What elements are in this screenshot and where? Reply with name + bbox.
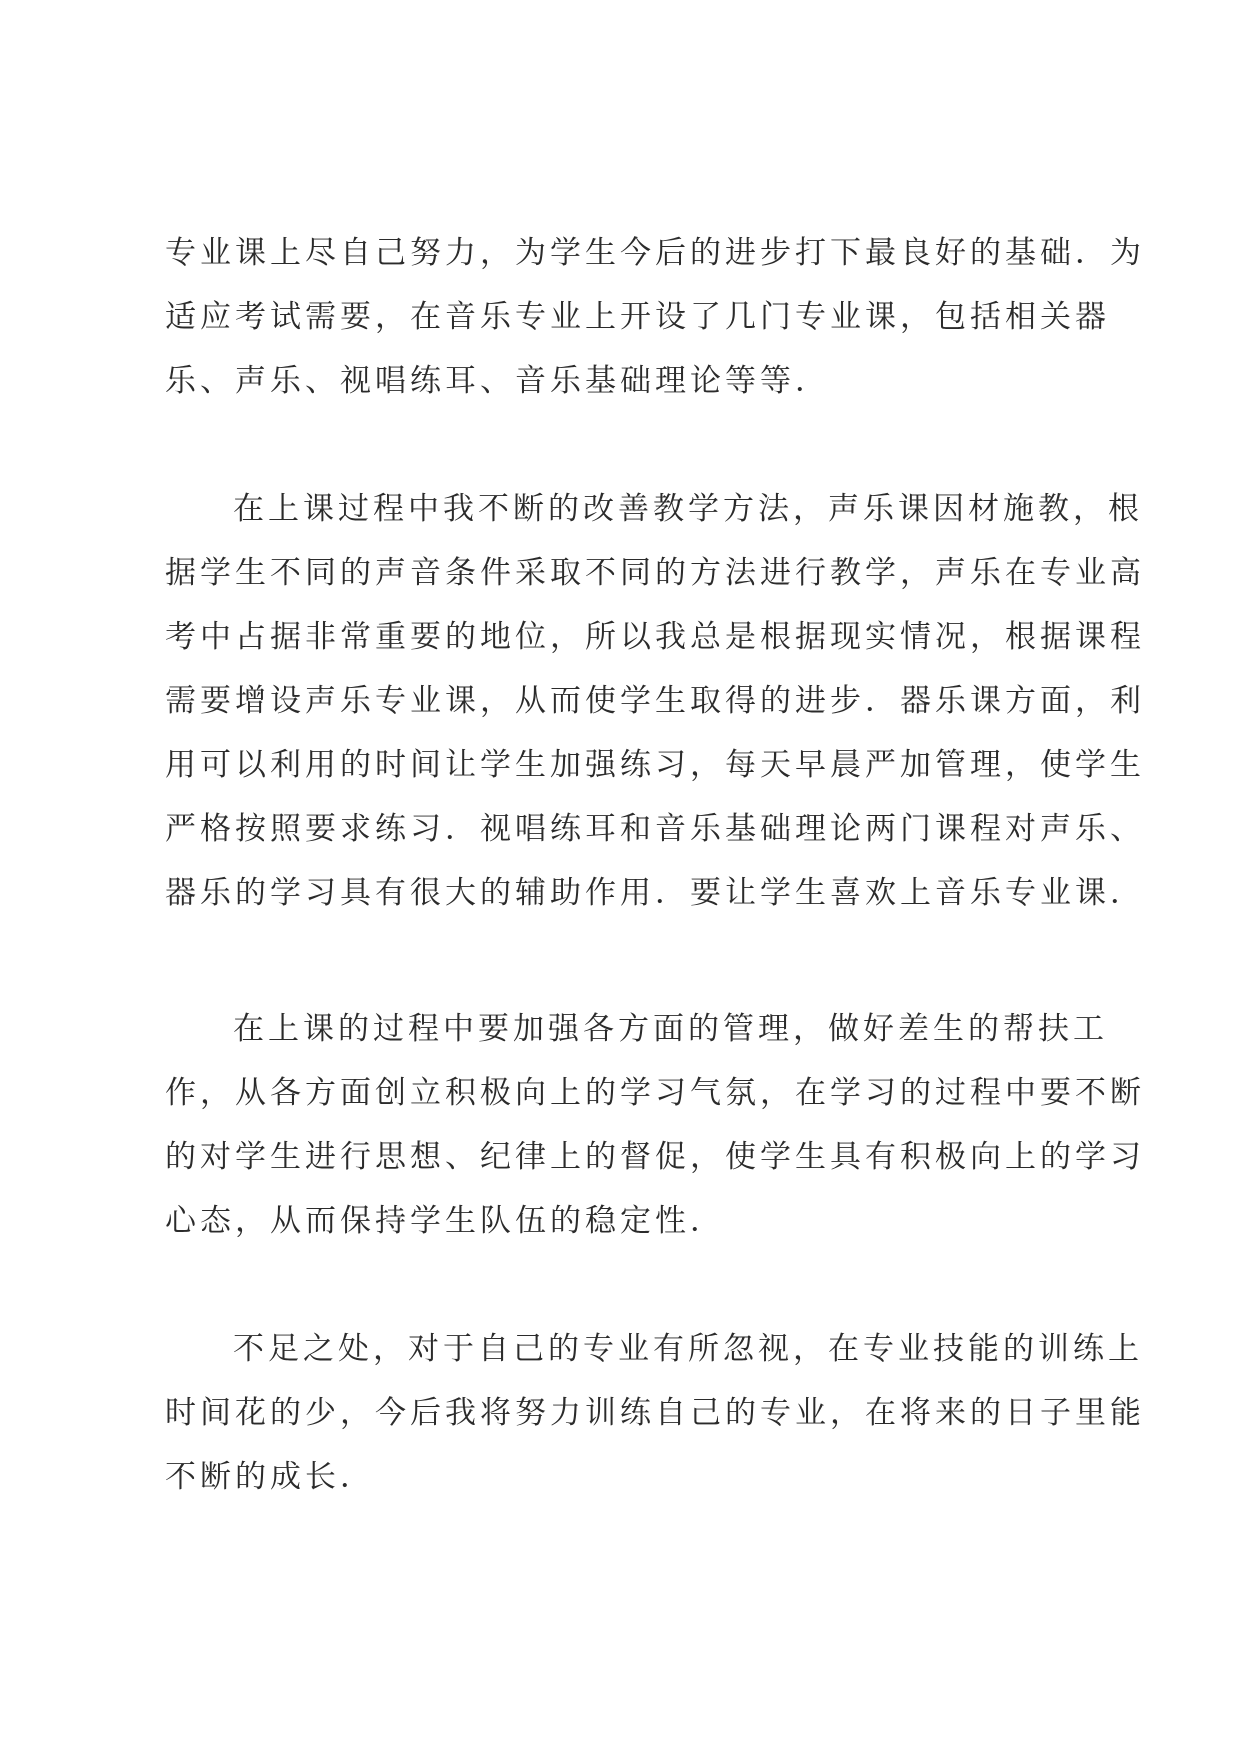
text-line: 专业课上尽自己努力，为学生今后的进步打下最良好的基础．为 — [165, 235, 1145, 271]
text-line: 时间花的少，今后我将努力训练自己的专业，在将来的日子里能 — [165, 1395, 1145, 1431]
text-line: 据学生不同的声音条件采取不同的方法进行教学，声乐在专业高 — [165, 555, 1145, 591]
text-line: 心态，从而保持学生队伍的稳定性． — [165, 1203, 725, 1239]
text-line: 不断的成长． — [165, 1459, 375, 1495]
paragraph-3 — [165, 997, 1145, 1253]
text-line: 在上课过程中我不断的改善教学方法，声乐课因材施教，根 — [233, 491, 1143, 527]
paragraph-1 — [165, 221, 1145, 413]
paragraph-4 — [165, 1317, 1145, 1509]
paragraph-2 — [165, 477, 1145, 925]
text-line: 严格按照要求练习．视唱练耳和音乐基础理论两门课程对声乐、 — [165, 811, 1145, 847]
text-line: 考中占据非常重要的地位，所以我总是根据现实情况，根据课程 — [165, 619, 1145, 655]
text-line: 乐、声乐、视唱练耳、音乐基础理论等等． — [165, 363, 830, 399]
text-line: 在上课的过程中要加强各方面的管理，做好差生的帮扶工 — [233, 1011, 1108, 1047]
text-line: 的对学生进行思想、纪律上的督促，使学生具有积极向上的学习 — [165, 1139, 1145, 1175]
text-line: 不足之处，对于自己的专业有所忽视，在专业技能的训练上 — [233, 1331, 1143, 1367]
text-line: 作，从各方面创立积极向上的学习气氛，在学习的过程中要不断 — [165, 1075, 1145, 1111]
text-line: 器乐的学习具有很大的辅助作用．要让学生喜欢上音乐专业课． — [165, 875, 1145, 911]
text-line: 用可以利用的时间让学生加强练习，每天早晨严加管理，使学生 — [165, 747, 1145, 783]
text-line: 需要增设声乐专业课，从而使学生取得的进步．器乐课方面，利 — [165, 683, 1145, 719]
text-line: 适应考试需要，在音乐专业上开设了几门专业课，包括相关器 — [165, 299, 1110, 335]
